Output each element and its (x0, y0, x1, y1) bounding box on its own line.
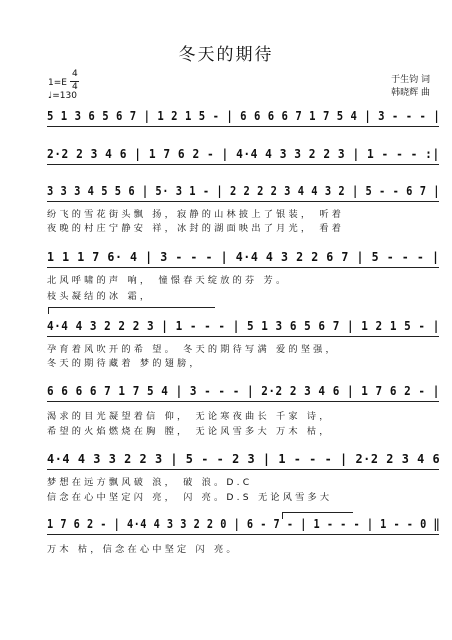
notation-row-1: 5 1 3 6 5 6 7 | 1 2 1 5 - | 6 6 6 6 7 1 7 5 4 | 3 - - - | (47, 108, 441, 123)
notation-row-5: 4·4 4 3 2 2 2 3 | 1 - - - | 5 1 3 6 5 6 7 | 1 2 1 5 - | (47, 318, 440, 333)
volta-bracket (48, 307, 215, 314)
key-signature: 1=E (48, 78, 67, 88)
lyric-line-5a: 孕育着风吹开的希 望。 冬天的期待写满 爱的坚强， (47, 344, 338, 355)
beam-line-3 (47, 201, 439, 202)
notation-row-7: 4·4 4 3 3 2 2 3 | 5 - - 2 3 | 1 - - - | 2·2 2 3 4 6 (47, 451, 441, 466)
notation-row-8: 1 7 6 2 - | 4·4 4 3 3 2 2 0 | 6 - 7 - | 1 - - - | 1 - - 0 ‖ (47, 516, 441, 531)
lyric-line-4b: 枝头凝结的冰 霜， (47, 291, 153, 302)
beam-line-4 (47, 267, 439, 268)
beam-line-1 (47, 126, 439, 127)
beam-line-6 (47, 401, 439, 402)
beam-line-8 (47, 534, 439, 535)
song-title: 冬天的期待 (178, 45, 274, 65)
lyric-line-6b: 希望的火焰燃烧在胸 膛， 无论风雪多大 万木 枯， (47, 426, 332, 437)
lyric-line-5b: 冬天的期待藏着 梦的翅膀， (47, 358, 202, 369)
lyric-line-7a: 梦想在远方飘风破 浪， 破 浪。D.C (47, 477, 253, 488)
lyric-line-3a: 纷飞的雪花街头飘 扬，寂静的山林披上了银装， 听着 (47, 209, 345, 220)
beam-line-2 (47, 164, 439, 165)
tempo-marking: ♩=130 (48, 91, 77, 101)
lyricist-credit: 于生钧 词 (391, 75, 430, 85)
time-signature-bottom: 4 (72, 82, 78, 92)
notation-row-4: 1 1 1 7 6· 4 | 3 - - - | 4·4 4 3 2 2 6 7 | 5 - - - | (47, 249, 440, 264)
time-signature-top: 4 (72, 69, 78, 79)
lyric-line-8a: 万木 枯，信念在心中坚定 闪 亮。 (47, 544, 239, 555)
lyric-line-6a: 渴求的目光凝望着信 仰， 无论寒夜曲长 千家 诗， (47, 411, 332, 422)
notation-row-3: 3 3 3 4 5 5 6 | 5· 3 1 - | 2 2 2 2 3 4 4 3 2 | 5 - - 6 7 | (47, 183, 441, 198)
beam-line-5 (47, 336, 439, 337)
composer-credit: 韩晓辉 曲 (391, 88, 430, 98)
lyric-line-7b: 信念在心中坚定闪 亮， 闪 亮。D.S 无论风雪多大 (47, 492, 333, 503)
lyric-line-3b: 夜晚的村庄宁静安 祥，冰封的湖面映出了月光， 看着 (47, 223, 345, 234)
notation-row-6: 6 6 6 6 7 1 7 5 4 | 3 - - - | 2·2 2 3 4 6 | 1 7 6 2 - | (47, 383, 440, 398)
beam-line-7 (47, 469, 439, 470)
lyric-line-4a: 北风呼啸的声 响， 憧憬春天绽放的芬 芳。 (47, 275, 289, 286)
notation-row-2: 2·2 2 3 4 6 | 1 7 6 2 - | 4·4 4 3 3 2 2 3 | 1 - - - :| (47, 146, 440, 161)
